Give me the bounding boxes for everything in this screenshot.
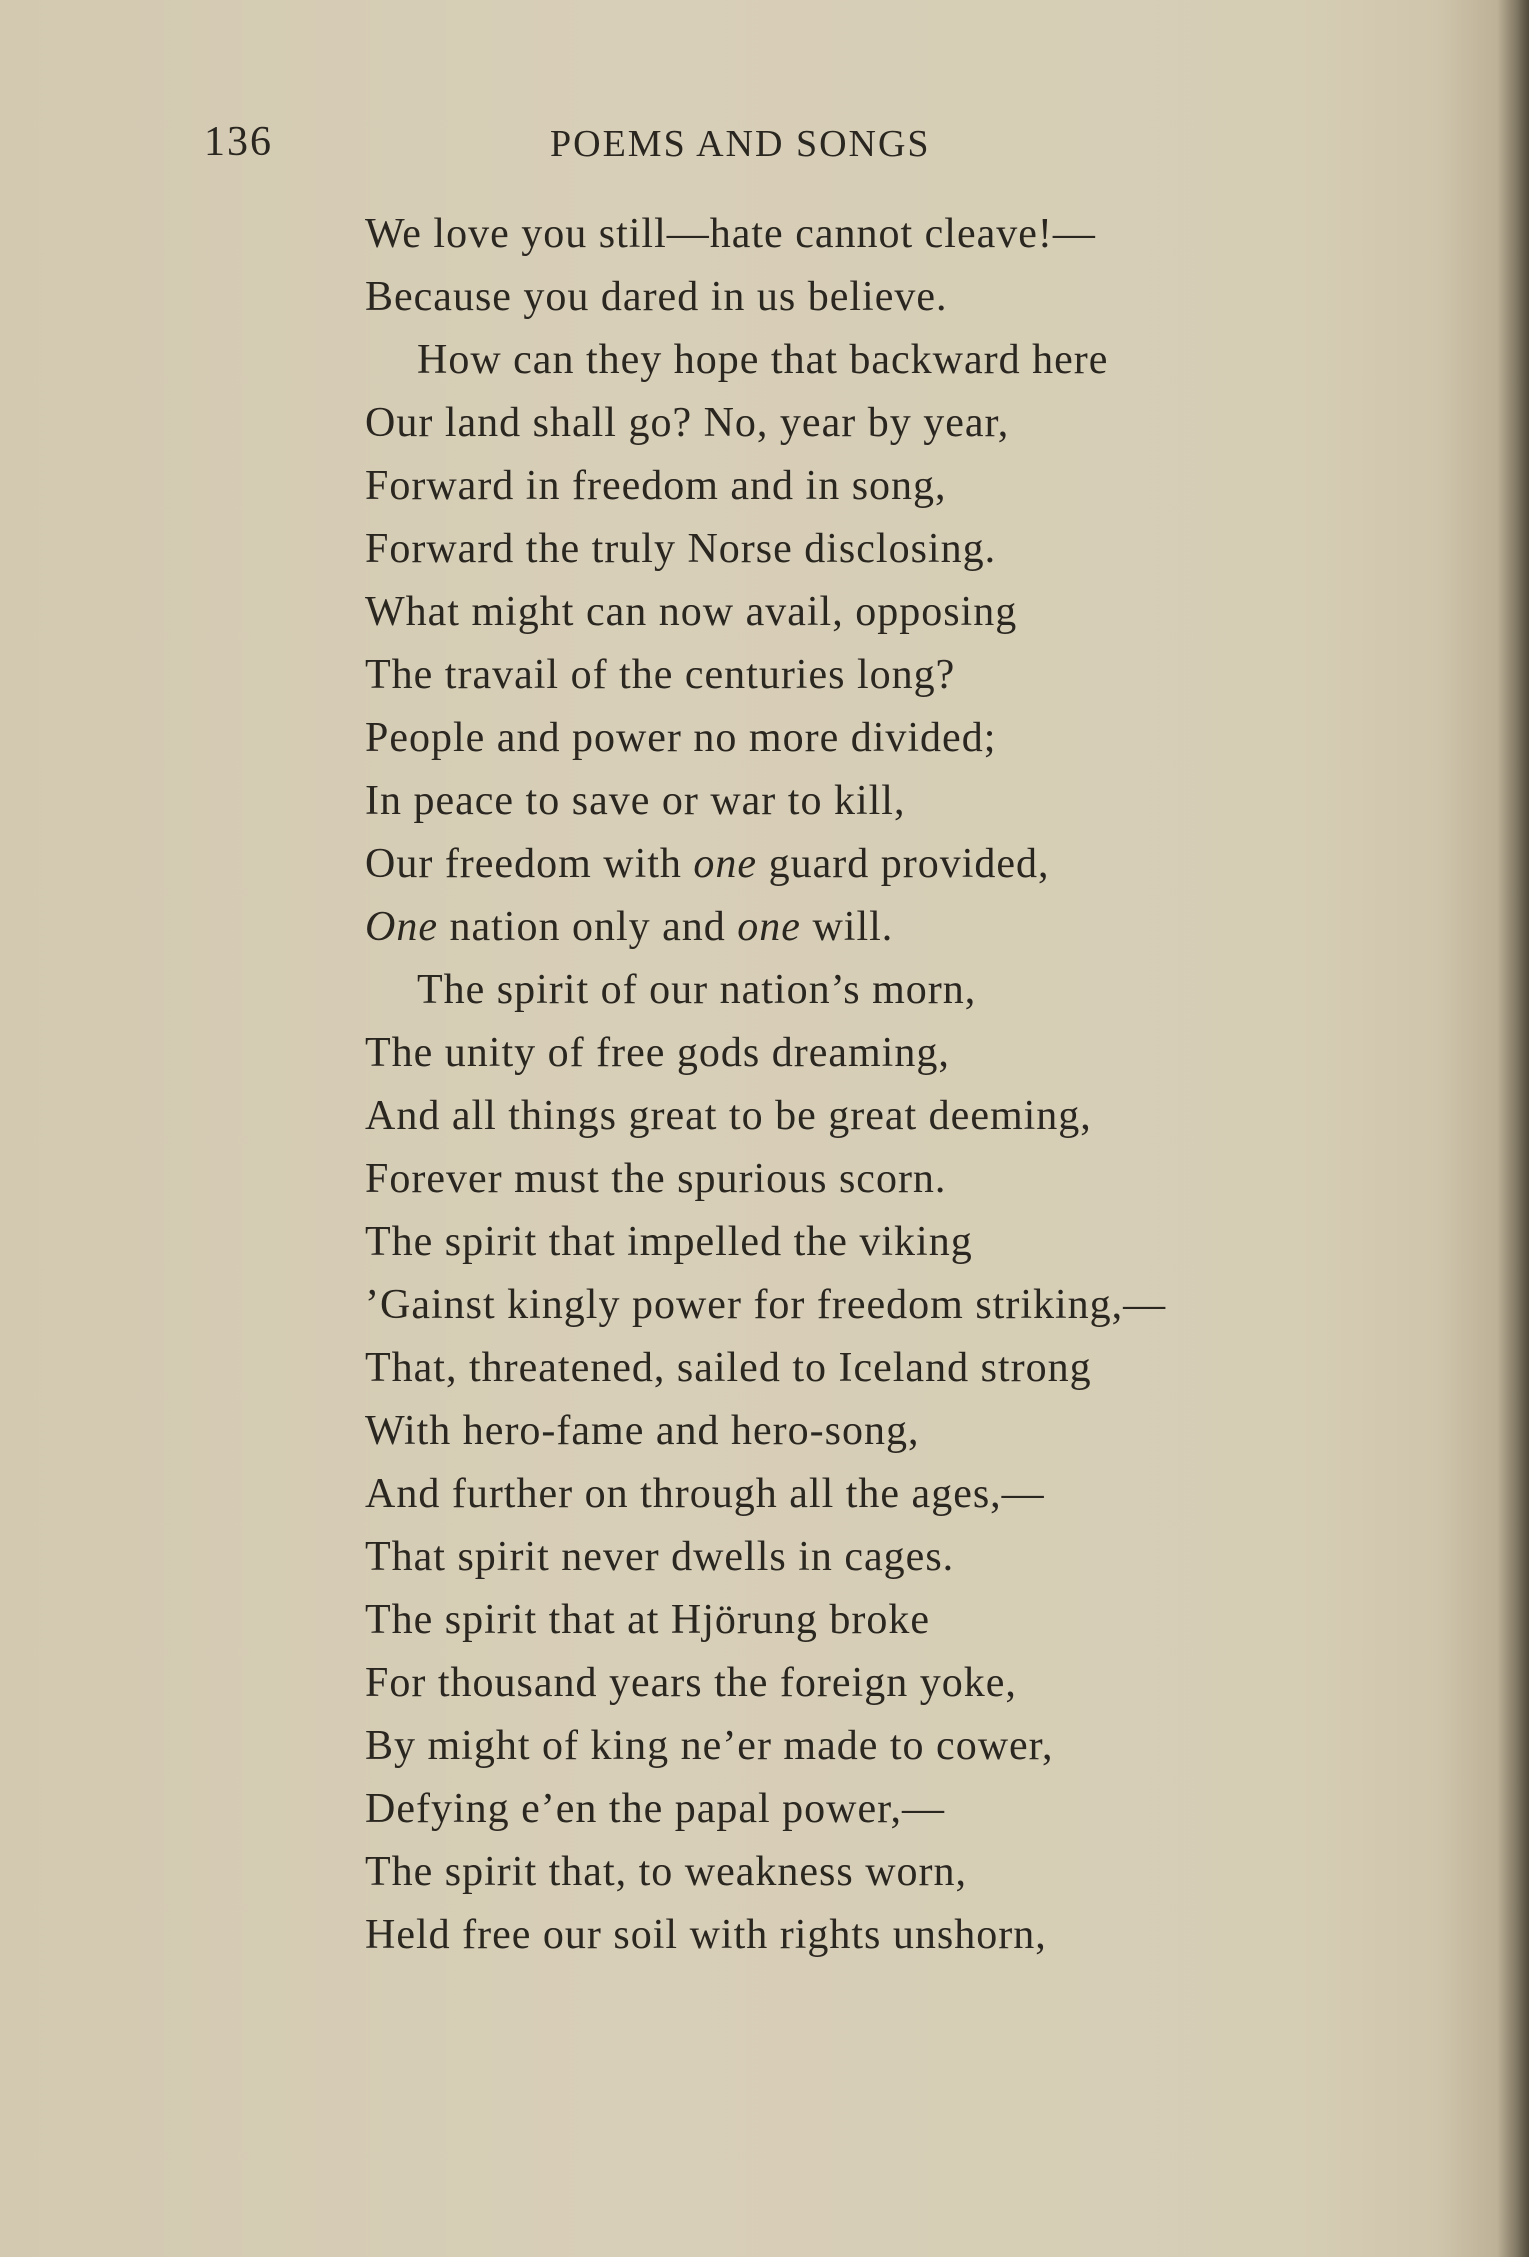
line-text: People and power no more divided;	[365, 715, 997, 761]
line-text: And all things great to be great deeming,	[365, 1093, 1092, 1139]
line-text: With hero-fame and hero-song,	[365, 1408, 920, 1454]
poem-line	[365, 644, 1166, 707]
line-text: The spirit that impelled the viking	[365, 1219, 973, 1265]
poem-line	[365, 1400, 1166, 1463]
poem-line	[365, 833, 1166, 896]
poem-text	[365, 203, 1166, 1967]
line-text: Forward in freedom and in song,	[365, 463, 947, 509]
line-text: will.	[800, 904, 894, 950]
line-text: guard provided,	[757, 841, 1050, 887]
line-text: Held free our soil with rights unshorn,	[365, 1912, 1047, 1958]
line-text: Forward the truly Norse disclosing.	[365, 526, 997, 572]
line-text: For thousand years the foreign yoke,	[365, 1660, 1017, 1706]
poem-line	[365, 1715, 1166, 1778]
poem-line	[365, 1337, 1166, 1400]
italic-word: one	[737, 904, 801, 950]
line-text: Our freedom with	[365, 841, 694, 887]
italic-word: One	[365, 904, 438, 950]
poem-line	[365, 1211, 1166, 1274]
poem-line	[365, 329, 1166, 392]
line-text: We love you still—hate cannot cleave!—	[365, 211, 1096, 257]
line-text: By might of king ne’er made to cower,	[365, 1723, 1054, 1769]
poem-line	[365, 266, 1166, 329]
poem-line	[365, 707, 1166, 770]
line-text: That, threatened, sailed to Iceland strong	[365, 1345, 1092, 1391]
poem-line	[365, 1904, 1166, 1967]
poem-line	[365, 1652, 1166, 1715]
poem-line	[365, 518, 1166, 581]
line-text: Our land shall go? No, year by year,	[365, 400, 1010, 446]
italic-word: one	[693, 841, 758, 887]
line-text: The spirit of our nation’s morn,	[417, 967, 977, 1013]
poem-line	[365, 1274, 1166, 1337]
line-text: Because you dared in us believe.	[365, 274, 948, 320]
page-number: 136	[204, 119, 273, 165]
poem-line	[365, 959, 1166, 1022]
poem-line	[365, 1085, 1166, 1148]
page-edge-shadow	[1497, 0, 1529, 2257]
line-text: ’Gainst kingly power for freedom striking,—	[365, 1282, 1167, 1328]
line-text: Forever must the spurious scorn.	[365, 1156, 947, 1202]
poem-line	[365, 896, 1166, 959]
line-text: In peace to save or war to kill,	[365, 778, 906, 824]
line-text: nation only and	[437, 904, 738, 950]
poem-line	[365, 1589, 1166, 1652]
poem-line	[365, 1778, 1166, 1841]
line-text: How can they hope that backward here	[417, 337, 1109, 383]
line-text: The spirit that, to weakness worn,	[365, 1849, 968, 1895]
poem-line	[365, 1463, 1166, 1526]
poem-line	[365, 1148, 1166, 1211]
line-text: Defying e’en the papal power,—	[365, 1786, 945, 1832]
line-text: That spirit never dwells in cages.	[365, 1534, 955, 1580]
poem-line	[365, 1526, 1166, 1589]
poem-line	[365, 455, 1166, 518]
line-text: The unity of free gods dreaming,	[365, 1030, 950, 1076]
poem-line	[365, 203, 1166, 266]
line-text: The spirit that at Hjörung broke	[365, 1597, 931, 1643]
running-title: POEMS AND SONGS	[550, 123, 931, 165]
line-text: And further on through all the ages,—	[365, 1471, 1045, 1517]
poem-line	[365, 770, 1166, 833]
line-text: What might can now avail, opposing	[365, 589, 1018, 635]
poem-line	[365, 1022, 1166, 1085]
poem-line	[365, 581, 1166, 644]
poem-line	[365, 392, 1166, 455]
poem-line	[365, 1841, 1166, 1904]
line-text: The travail of the centuries long?	[365, 652, 956, 698]
